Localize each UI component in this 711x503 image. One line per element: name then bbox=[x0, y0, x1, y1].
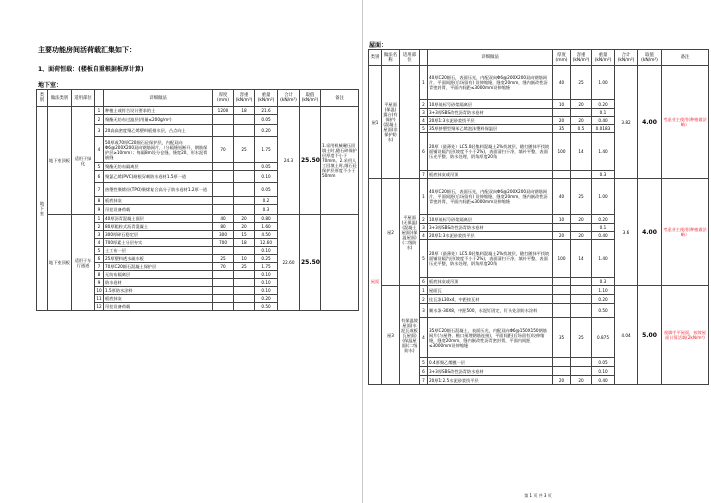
construction-type: 地下室顶板 bbox=[48, 215, 72, 311]
row-number: 7 bbox=[420, 376, 428, 385]
layer-description: 50厚或70厚C20细石砼保护层，内配双向Φ6@200X200双向钢筋网片，（分隔缝短断开，钢筋保护层≥10mm）；每隔8m设分仓缝，缝宽20，形水泥膏嵌缝 bbox=[104, 137, 213, 163]
header-cell: 取值 (kN/m²) bbox=[638, 50, 662, 66]
row-number: 5 bbox=[420, 358, 428, 367]
row-number: 7 bbox=[420, 171, 428, 179]
weight-cell: 0.1 bbox=[592, 109, 615, 117]
layer-description: 屋面瓦 bbox=[428, 286, 553, 295]
layer-description: 20厚（最薄处）LC5.0轻集料混凝土2%找坡层，随打随抹平找坡面铺设隔汽层(坡度不小于2%)，表面清扫干净，填补平整，表面压光平整，防水处理，阴角厚度20角 bbox=[428, 133, 553, 171]
row-number: 2 bbox=[95, 223, 104, 231]
weight-cell: 0.05 bbox=[255, 163, 278, 171]
layer-description: 20厚1:2.5水泥砂浆找平层 bbox=[428, 376, 553, 385]
design-value: 25.50 bbox=[300, 107, 321, 215]
thickness-cell bbox=[553, 109, 571, 117]
layer-description: 种植土或符合设计要求的土 bbox=[104, 107, 213, 115]
layer-description: 300厚碎石稳定层 bbox=[104, 231, 213, 239]
thickness-cell bbox=[213, 163, 234, 171]
weight-cell: 0.3 bbox=[592, 171, 615, 179]
density-cell bbox=[234, 125, 255, 137]
row-number: 1 bbox=[420, 179, 428, 215]
density-cell: 20 bbox=[571, 117, 592, 125]
layer-description: 0.4厚聚乙烯膜一层 bbox=[428, 358, 553, 367]
table-row bbox=[37, 215, 359, 223]
header-cell: 类别 bbox=[369, 50, 382, 66]
thickness-cell: 70 bbox=[213, 263, 234, 271]
row-number: 7 bbox=[95, 183, 104, 197]
layer-description: 70厚C20细石混凝土保护层 bbox=[104, 263, 213, 271]
thickness-cell: 25 bbox=[213, 255, 234, 263]
design-value: 4.00 bbox=[638, 179, 662, 286]
header-cell: 详细做法 bbox=[428, 50, 553, 66]
row-number: 1 bbox=[420, 66, 428, 100]
thickness-cell bbox=[213, 247, 234, 255]
weight-cell: 1.40 bbox=[592, 240, 615, 278]
thickness-cell: 20 bbox=[553, 376, 571, 385]
layer-description: 20厚1:3水泥砂浆找平层 bbox=[428, 232, 553, 240]
thickness-cell: 10 bbox=[553, 215, 571, 224]
layer-description: 35厚挤塑型聚苯乙烯泡沫塑料保温层 bbox=[428, 125, 553, 133]
thickness-cell bbox=[213, 115, 234, 125]
density-cell bbox=[234, 295, 255, 303]
layer-description: 无纺布隔离层 bbox=[104, 271, 213, 279]
design-value: 5.00 bbox=[638, 286, 662, 385]
header-cell: 取值 (kN/m²) bbox=[300, 90, 321, 107]
row-number: 6 bbox=[420, 278, 428, 286]
density-cell bbox=[571, 171, 592, 179]
layer-description: 土工布一层 bbox=[104, 247, 213, 255]
density-cell bbox=[234, 287, 255, 295]
thickness-cell: 10 bbox=[553, 100, 571, 109]
layer-description: 25厚塑料透水疏水板 bbox=[104, 255, 213, 263]
header-cell: 适用部位 bbox=[72, 90, 95, 107]
thickness-cell bbox=[213, 271, 234, 279]
thickness-cell bbox=[213, 287, 234, 295]
density-cell: 20 bbox=[571, 232, 592, 240]
design-value: 25.50 bbox=[300, 215, 321, 311]
weight-cell: 0.875 bbox=[592, 318, 615, 358]
thickness-cell: 20 bbox=[553, 232, 571, 240]
density-cell bbox=[234, 247, 255, 255]
density-cell bbox=[234, 115, 255, 125]
table-row bbox=[37, 107, 359, 115]
layer-description: 板底抹灰 bbox=[104, 295, 213, 303]
weight-cell: 0.05 bbox=[592, 358, 615, 367]
row-number: 12 bbox=[96, 304, 102, 309]
application-area: 平屋面(无保温)(混凝土屋面)(保温屋面)(二级防水) bbox=[400, 179, 420, 286]
application-area bbox=[400, 66, 420, 179]
density-cell bbox=[234, 271, 255, 279]
layer-description: 80厚粗粒式沥青混凝土 bbox=[104, 223, 213, 231]
weight-cell: 12.60 bbox=[255, 239, 278, 247]
density-cell: 15 bbox=[234, 231, 255, 239]
remark-cell: 1.采用机械碾压回填土时,随石碎保护层厚度不小于70mm。2.采用人工回填土时,细石砼保护层厚度不小于50mm bbox=[321, 107, 359, 215]
density-cell bbox=[571, 295, 592, 304]
row-number: 4 bbox=[420, 318, 428, 358]
weight-cell: 0.1 bbox=[592, 224, 615, 232]
layer-description: 吊挂设备荷载 bbox=[104, 303, 213, 311]
header-cell: 类别 bbox=[37, 90, 48, 107]
thickness-cell: 100 bbox=[553, 133, 571, 171]
weight-cell: 0.40 bbox=[592, 232, 615, 240]
thickness-cell: 35 bbox=[553, 318, 571, 358]
weight-cell: 0.50 bbox=[592, 304, 615, 318]
row-number: 6 bbox=[420, 367, 428, 376]
density-cell bbox=[571, 286, 592, 295]
weight-cell: 0.10 bbox=[255, 279, 278, 287]
weight-cell: 0.10 bbox=[255, 287, 278, 295]
table-header-row bbox=[369, 50, 709, 66]
weight-cell: 0.20 bbox=[592, 215, 615, 224]
layer-description: 10厚低标号砂浆隔离层 bbox=[428, 215, 553, 224]
section-title: 1、面荷恒载：(楼板自重根据板厚计算) bbox=[38, 66, 144, 73]
density-cell: 25 bbox=[234, 263, 255, 271]
layer-description: 40厚C20细石，表面压光，内配双向Φ6@200X200双向钢筋网片，平面间距(后场留有) 设伸缩缝，缝宽20mm，缝内嵌改性沥青密封膏，平面内间距≤3000mm设伸缩缝 bbox=[428, 66, 553, 100]
density-cell: 25 bbox=[234, 137, 255, 163]
thickness-cell bbox=[553, 278, 571, 286]
thickness-cell bbox=[553, 171, 571, 179]
thickness-cell bbox=[213, 183, 234, 197]
total-load: 3.82 bbox=[615, 66, 638, 179]
layer-description: 20厚1:3水泥砂浆找平层 bbox=[428, 117, 553, 125]
layer-description: 10厚低标号砂浆隔离层 bbox=[428, 100, 553, 109]
table-row bbox=[369, 179, 709, 215]
row-number: 5 bbox=[95, 247, 104, 255]
row-number: 7 bbox=[95, 263, 104, 271]
weight-cell: 0.40 bbox=[592, 117, 615, 125]
row-number: 2 bbox=[420, 295, 428, 304]
density-cell: 18 bbox=[234, 107, 255, 115]
density-cell: 18 bbox=[234, 239, 255, 247]
density-cell bbox=[234, 163, 255, 171]
thickness-cell: 80 bbox=[213, 223, 234, 231]
weight-cell: 0.10 bbox=[592, 367, 615, 376]
table-row bbox=[369, 286, 709, 295]
thickness-cell: 700 bbox=[213, 239, 234, 247]
construction-type: 地下室顶板 bbox=[48, 107, 72, 215]
weight-cell: 0.20 bbox=[592, 100, 615, 109]
density-cell bbox=[571, 278, 592, 286]
header-cell: 容重 (kN/m³) bbox=[571, 50, 592, 66]
row-number: 3 bbox=[420, 224, 428, 232]
header-cell: 重量 (kN/m²) bbox=[255, 90, 278, 107]
thickness-cell bbox=[553, 367, 571, 376]
row-number: 3 bbox=[420, 304, 428, 318]
thickness-cell: 35 bbox=[553, 125, 571, 133]
weight-cell: 0.40 bbox=[592, 376, 615, 385]
total-load: 22.60 bbox=[278, 215, 300, 311]
weight-cell: 0.10 bbox=[255, 271, 278, 279]
application-area: 适用于绿化 bbox=[72, 107, 95, 215]
header-cell: 详细做法 bbox=[104, 90, 213, 107]
application-area: 适用于车行通道 bbox=[72, 215, 95, 311]
weight-cell: 0.05 bbox=[255, 183, 278, 197]
row-number: 2 bbox=[420, 215, 428, 224]
application-area: 有保温坡屋面(水泥瓦或板瓦屋面)(保温屋面)(二级防水) bbox=[400, 286, 420, 385]
row-number: 6 bbox=[420, 133, 428, 171]
density-cell bbox=[234, 205, 255, 215]
page-title: 主要功能房间活荷载汇集如下： bbox=[38, 46, 136, 54]
thickness-cell: 20 bbox=[553, 117, 571, 125]
thickness-cell bbox=[553, 295, 571, 304]
header-cell: 合计 (kN/m²) bbox=[278, 90, 300, 107]
row-number: 6 bbox=[95, 255, 104, 263]
thickness-cell bbox=[213, 303, 234, 311]
weight-cell: 0.50 bbox=[255, 303, 278, 311]
category-cell: 屋1 bbox=[369, 66, 382, 179]
thickness-cell bbox=[213, 125, 234, 137]
remark-cell: 考虑业主使用(种植做法略） bbox=[662, 66, 709, 179]
thickness-cell: 40 bbox=[553, 66, 571, 100]
layer-description: 防水卷材 bbox=[104, 279, 213, 287]
row-number: 8 bbox=[95, 271, 104, 279]
row-number: 4 bbox=[420, 232, 428, 240]
weight-cell: 21.6 bbox=[255, 107, 278, 115]
row-number: 1 bbox=[420, 286, 428, 295]
weight-cell: 1.75 bbox=[255, 263, 278, 271]
thickness-cell: 100 bbox=[553, 240, 571, 278]
layer-description: 700厚素土分层夯实 bbox=[104, 239, 213, 247]
header-cell: 厚度 (mm) bbox=[213, 90, 234, 107]
header-cell: 合计 (kN/m²) bbox=[615, 50, 638, 66]
weight-cell: 0.20 bbox=[255, 295, 278, 303]
weight-cell: 0.20 bbox=[255, 125, 278, 137]
row-number: 5 bbox=[420, 240, 428, 278]
category-cell: 地下室 bbox=[37, 107, 48, 311]
density-cell: 14 bbox=[571, 133, 592, 171]
density-cell: 20 bbox=[571, 100, 592, 109]
total-load: 24.3 bbox=[278, 107, 300, 215]
weight-cell: 0.10 bbox=[255, 247, 278, 255]
layer-description: 40厚沥青混凝土面层 bbox=[104, 215, 213, 223]
layer-description: 1.5厚防水涂料 bbox=[104, 287, 213, 295]
row-number: 3 bbox=[420, 109, 428, 117]
header-cell: 容重 (kN/m³) bbox=[234, 90, 255, 107]
basement-load-table bbox=[36, 89, 359, 311]
layer-description: 3+3厚SBS改性沥青防水卷材 bbox=[428, 224, 553, 232]
layer-description: 聚酯无纺布过滤层(用量≤200g/m²) bbox=[104, 115, 213, 125]
layer-description: 板底抹灰或吊顶 bbox=[428, 171, 553, 179]
thickness-cell bbox=[213, 279, 234, 287]
row-number: 4 bbox=[95, 239, 104, 247]
header-cell: 重量 (kN/m²) bbox=[592, 50, 615, 66]
weight-cell: 1.60 bbox=[255, 223, 278, 231]
layer-description: 聚氯乙烯(PVC)耐根穿刺防水卷材1.5厚一道 bbox=[104, 171, 213, 183]
layer-description: 35厚C20细石混凝土，表面压光，内配双向Φ6@150X150钢筋网片(与屋脊、檐口预埋钢筋连接)，平面间距(后场留有)设伸缩缝，缝宽20mm，缝内嵌改性沥青密封膏，平面内间距≤3000mm设伸缩缝 bbox=[428, 318, 553, 358]
roof-heading: 屋面： bbox=[369, 42, 388, 49]
weight-cell: 1.00 bbox=[592, 179, 615, 215]
row-number: 9 bbox=[95, 279, 104, 287]
weight-cell: 0.3 bbox=[592, 278, 615, 286]
row-number: 2 bbox=[420, 100, 428, 109]
density-cell: 25 bbox=[571, 66, 592, 100]
row-number: 4 bbox=[95, 137, 104, 163]
weight-cell: 1.40 bbox=[592, 133, 615, 171]
density-cell: 14 bbox=[571, 240, 592, 278]
construction-type: 屋3 bbox=[382, 286, 400, 385]
layer-description: 聚酯无纺布隔离层 bbox=[104, 163, 213, 171]
header-cell: 备注 bbox=[662, 50, 709, 66]
thickness-cell bbox=[213, 205, 234, 215]
header-cell: 做法类别 bbox=[48, 90, 72, 107]
layer-description: 3+3厚SBS改性沥青防水卷材 bbox=[428, 109, 553, 117]
layer-description: 吊挂设备荷载 bbox=[104, 205, 213, 215]
density-cell: 10 bbox=[234, 255, 255, 263]
thickness-cell bbox=[213, 171, 234, 183]
thickness-cell: 40 bbox=[213, 215, 234, 223]
layer-description: 3+3厚SBS改性沥青防水卷材 bbox=[428, 367, 553, 376]
weight-cell: 1.00 bbox=[592, 66, 615, 100]
row-number: 6 bbox=[95, 171, 104, 183]
density-cell bbox=[234, 171, 255, 183]
row-number: 4 bbox=[420, 117, 428, 125]
header-cell bbox=[420, 50, 428, 66]
density-cell: 25 bbox=[571, 179, 592, 215]
thickness-cell bbox=[553, 286, 571, 295]
layer-description: 20高高密度聚乙烯塑料板排水层，凸点向上 bbox=[104, 125, 213, 137]
density-cell bbox=[571, 358, 592, 367]
total-load: 4.04 bbox=[615, 286, 638, 385]
thickness-cell bbox=[553, 304, 571, 318]
layer-description: 板底抹灰或吊顶 bbox=[428, 278, 553, 286]
density-cell bbox=[571, 224, 592, 232]
row-number: 3 bbox=[95, 231, 104, 239]
table-row bbox=[369, 66, 709, 100]
row-number: 8 bbox=[95, 197, 104, 205]
density-cell bbox=[234, 183, 255, 197]
density-cell bbox=[234, 303, 255, 311]
header-cell: 厚度 (mm) bbox=[553, 50, 571, 66]
design-value: 4.00 bbox=[638, 66, 662, 179]
weight-cell: 0.25 bbox=[255, 255, 278, 263]
row-number: 5 bbox=[95, 163, 104, 171]
density-cell: 0.5 bbox=[571, 125, 592, 133]
density-cell bbox=[571, 109, 592, 117]
thickness-cell: 70 bbox=[213, 137, 234, 163]
density-cell: 20 bbox=[234, 223, 255, 231]
category-cell: 屋面 bbox=[369, 179, 382, 385]
row-number: 2 bbox=[95, 115, 104, 125]
weight-cell: 0.10 bbox=[255, 171, 278, 183]
density-cell: 20 bbox=[571, 376, 592, 385]
density-cell bbox=[234, 197, 255, 205]
row-number: 5 bbox=[420, 125, 428, 133]
thickness-cell: 300 bbox=[213, 231, 234, 239]
layer-description: 热塑性聚烯烃(TPO)聚烯复合高分子防水卷材1.2厚一道 bbox=[104, 183, 213, 197]
thickness-cell bbox=[553, 358, 571, 367]
roof-load-table bbox=[368, 49, 709, 385]
weight-cell: 0.3 bbox=[255, 205, 278, 215]
remark-cell: 考虑业主使用(种植做法略） bbox=[662, 179, 709, 286]
weight-cell: 0.2 bbox=[255, 197, 278, 205]
layer-description: 板底抹灰 bbox=[104, 197, 213, 205]
density-cell: 25 bbox=[571, 318, 592, 358]
page-footer: 第 1 页 共 3 页 bbox=[524, 493, 552, 498]
density-cell bbox=[234, 279, 255, 287]
layer-description: 20厚（最薄处）LC5.0轻集料混凝土2%找坡层，随打随抹平找坡面铺设隔汽层(坡度不小于2%)，表面清扫干净，填补平整，表面压光平整，防水处理，阴角厚度20角 bbox=[428, 240, 553, 278]
density-cell: 20 bbox=[571, 215, 592, 224]
thickness-cell bbox=[213, 197, 234, 205]
table-header-row bbox=[37, 90, 359, 107]
row-number: 9 bbox=[95, 205, 104, 215]
right-page bbox=[365, 0, 711, 503]
row-number: 11 bbox=[96, 296, 102, 301]
weight-cell: 0.0183 bbox=[592, 125, 615, 133]
density-cell: 20 bbox=[234, 215, 255, 223]
header-cell: 备注 bbox=[321, 90, 359, 107]
density-cell bbox=[571, 304, 592, 318]
weight-cell: 0.05 bbox=[255, 115, 278, 125]
header-cell bbox=[95, 90, 104, 107]
row-number: 1 bbox=[95, 215, 104, 223]
weight-cell: 4.50 bbox=[255, 231, 278, 239]
header-cell: 做法名称 bbox=[382, 50, 400, 66]
row-number: 10 bbox=[96, 288, 102, 293]
weight-cell: 0.20 bbox=[592, 295, 615, 304]
remark-cell bbox=[321, 215, 359, 311]
thickness-cell bbox=[213, 295, 234, 303]
density-cell bbox=[571, 367, 592, 376]
thickness-cell bbox=[553, 224, 571, 232]
header-cell: 适用部位 bbox=[400, 50, 420, 66]
construction-type: 屋2 bbox=[382, 179, 400, 286]
basement-heading: 地下室： bbox=[38, 82, 63, 89]
remark-cell: 视脚手平屋面，按坡屋面计算活载(2kN/m²) bbox=[662, 286, 709, 385]
total-load: 3.6 bbox=[615, 179, 638, 286]
layer-description: 顺水条-30X8，中距500，水泥钉固定，钉头处涂防水涂料 bbox=[428, 304, 553, 318]
layer-description: 挂瓦条L30x4，中距按瓦材 bbox=[428, 295, 553, 304]
weight-cell: 1.10 bbox=[592, 286, 615, 295]
thickness-cell: 1200 bbox=[213, 107, 234, 115]
row-number: 3 bbox=[95, 125, 104, 137]
weight-cell: 0.80 bbox=[255, 215, 278, 223]
construction-type: 平屋面(保温)露台(有保护)(混凝土屋面(非保护防水) bbox=[382, 66, 400, 179]
thickness-cell: 40 bbox=[553, 179, 571, 215]
row-number: 1 bbox=[95, 107, 104, 115]
layer-description: 40厚C20细石，表面压光，内配双向Φ6@200X200双向钢筋网片，平面间距(后场留有) 设伸缩缝，缝宽20mm，缝内嵌改性沥青密封膏，平面内间距≤3000mm设伸缩缝 bbox=[428, 179, 553, 215]
weight-cell: 1.75 bbox=[255, 137, 278, 163]
